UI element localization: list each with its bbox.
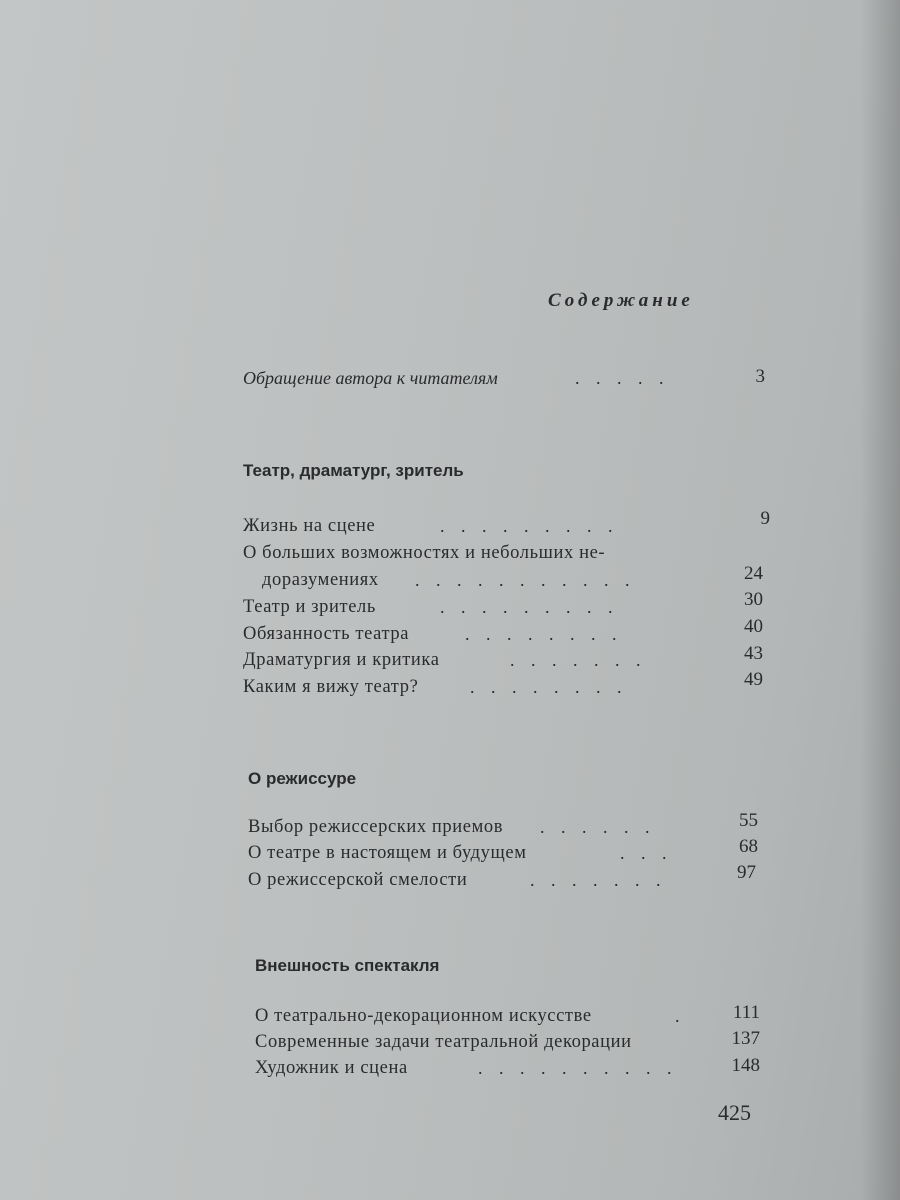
leader-dots: . . . . . . . . (465, 624, 623, 644)
leader-dots: . . . . . . . . . (440, 597, 619, 617)
intro-title: Обращение автора к читателям (243, 368, 498, 388)
intro-page: 3 (755, 366, 765, 387)
leader-dots: . . . (620, 843, 673, 863)
toc-page: 24 (744, 563, 763, 584)
toc-entry: Обязанность театра (243, 624, 410, 644)
toc-entry: Театр и зритель (243, 597, 376, 617)
toc-page: 97 (737, 862, 756, 883)
toc-page: 43 (744, 643, 763, 664)
section-title-staging: Внешность спектакля (255, 956, 440, 975)
toc-entry-continuation: доразумениях (262, 570, 379, 590)
leader-dots: . . . . . . . . . . . (415, 570, 636, 590)
leader-dots: . . . . . . . . . (440, 516, 619, 536)
section-title-theatre: Театр, драматург, зритель (243, 461, 464, 480)
toc-page: 55 (739, 810, 758, 831)
page-edge-shadow (860, 0, 900, 1200)
toc-entry: О театре в настоящем и будущем (248, 843, 527, 863)
contents-heading: Содержание (548, 290, 694, 311)
toc-page: 111 (732, 1002, 760, 1023)
toc-entry: Драматургия и критика (243, 650, 440, 670)
toc-entry: Современные задачи театральной декорации (255, 1032, 632, 1052)
toc-entry: О больших возможностях и небольших не- (243, 543, 606, 563)
toc-entry: О режиссерской смелости (248, 870, 468, 890)
toc-page: 137 (731, 1028, 760, 1049)
section-title-directing: О режиссуре (248, 769, 357, 788)
leader-dots: . . . . . . . . (470, 677, 628, 697)
toc-entry: Выбор режиссерских приемов (248, 817, 504, 837)
toc-page: 40 (744, 616, 763, 637)
leader-dots: . . . . . (575, 368, 670, 388)
leader-dots: . . . . . . (540, 817, 656, 837)
toc-entry: Каким я вижу театр? (243, 677, 419, 697)
leader-dots: . . . . . . . . . . (478, 1058, 678, 1078)
leader-dots: . (675, 1006, 686, 1026)
leader-dots: . . . . . . . (530, 870, 667, 890)
page-number: 425 (718, 1100, 751, 1125)
toc-page: 30 (744, 589, 763, 610)
toc-entry: Жизнь на сцене (243, 516, 376, 536)
toc-entry: Художник и сцена (255, 1058, 408, 1078)
intro-entry (243, 368, 773, 389)
toc-page: 68 (739, 836, 758, 857)
leader-dots: . . . . . . . (510, 650, 647, 670)
toc-page: 9 (760, 508, 770, 529)
toc-page: 148 (731, 1055, 760, 1076)
toc-entry: О театрально-декорационном искусстве (255, 1006, 592, 1026)
toc-page: 49 (744, 669, 763, 690)
